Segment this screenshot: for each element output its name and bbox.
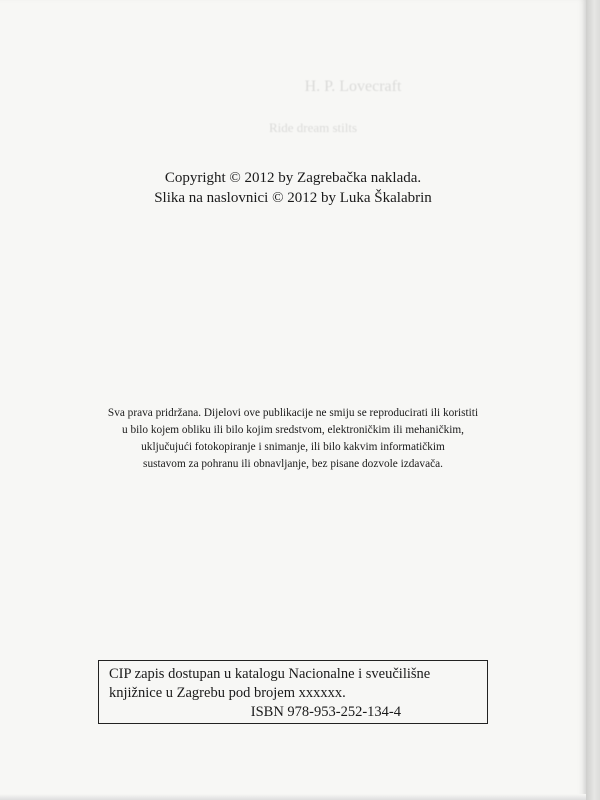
rights-line: uključujući fotokopiranje i snimanje, ili bilo kakvim informatičkim	[141, 441, 445, 453]
rights-line: sustavom za pohranu ili obnavljanje, bez pisane dozvole izdavača.	[143, 458, 443, 470]
rights-reserved-notice	[0, 405, 586, 473]
cip-line: knjižnice u Zagrebu pod brojem xxxxxx.	[109, 685, 346, 701]
isbn-number: ISBN 978-953-252-134-4	[250, 704, 401, 720]
copyright-line-cover: Slika na naslovnici © 2012 by Luka Škalabrin	[154, 190, 432, 206]
copyright-line-publisher: Copyright © 2012 by Zagrebačka naklada.	[164, 170, 422, 186]
bleed-through-title: Ride dream stilts	[268, 120, 358, 135]
page-right-edge	[586, 0, 600, 800]
rights-line: u bilo kojem obliku ili bilo kojim sredstvom, elektroničkim ili mehaničkim,	[121, 424, 464, 436]
cip-record-box	[98, 660, 488, 724]
cip-line: CIP zapis dostupan u katalogu Nacionalne i sveučilišne	[109, 666, 431, 682]
rights-line: Sva prava pridržana. Dijelovi ove publikacije ne smiju se reproducirati ili koristiti	[107, 407, 479, 419]
bleed-through-author: H. P. Lovecraft	[304, 78, 402, 95]
page-bottom-edge	[0, 794, 586, 800]
copyright-notice	[0, 168, 586, 208]
